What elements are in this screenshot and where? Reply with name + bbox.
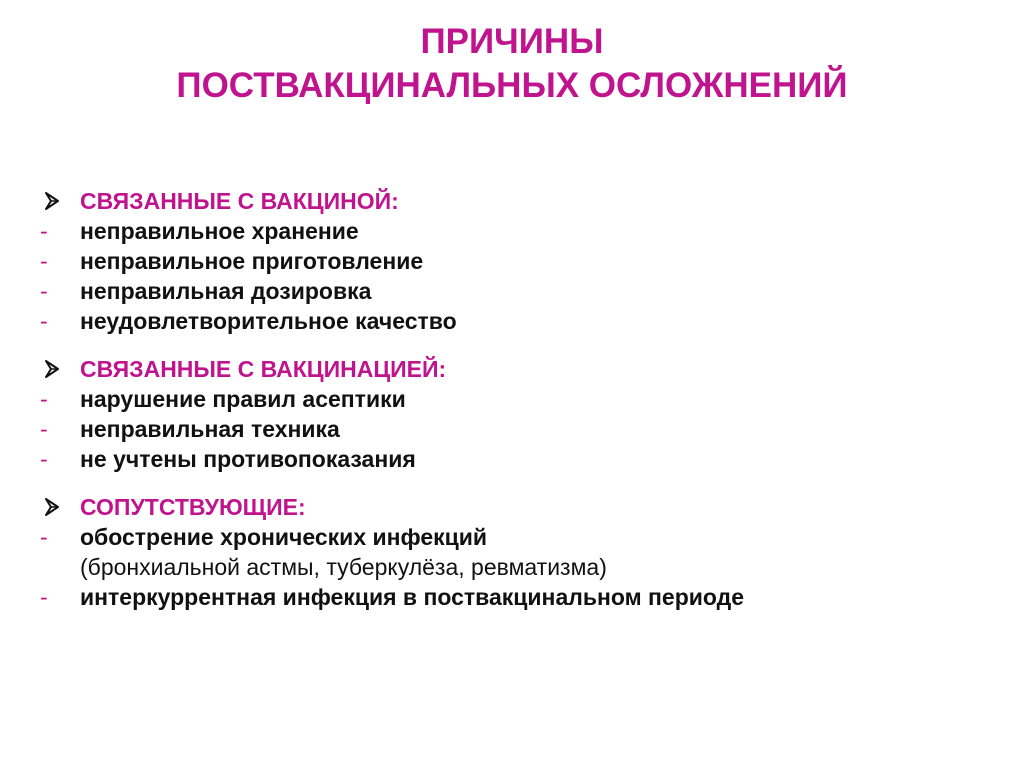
section-concomitant [40, 492, 1000, 612]
list-item-text: неправильное хранение [80, 218, 359, 244]
list-item-text: интеркуррентная инфекция в поствакцинальном периоде [80, 584, 745, 610]
content [40, 186, 1000, 612]
section-heading [40, 186, 1000, 216]
arrow-bullet-icon [42, 354, 68, 384]
section-heading-text: СВЯЗАННЫЕ С ВАКЦИНОЙ: [80, 188, 399, 214]
title-line-1: ПРИЧИНЫ [420, 22, 604, 61]
slide-title [0, 20, 1024, 108]
list-item-text: неправильная дозировка [80, 278, 372, 304]
dash-marker: - [40, 416, 48, 442]
dash-marker: - [40, 278, 48, 304]
section-heading-text: СОПУТСТВУЮЩИЕ: [80, 494, 306, 520]
list-item [40, 582, 1000, 612]
arrow-bullet-icon [42, 492, 68, 522]
list-item [40, 444, 1000, 474]
list-item-text: неудовлетворительное качество [80, 308, 457, 334]
list-item-text: неправильная техника [80, 416, 340, 442]
list-item-note: (бронхиальной астмы, туберкулёза, ревматизма) [80, 554, 607, 580]
dash-marker: - [40, 386, 48, 412]
list-item [40, 414, 1000, 444]
list-item-text: нарушение правил асептики [80, 386, 406, 412]
dash-marker: - [40, 446, 48, 472]
section-vaccine [40, 186, 1000, 336]
section-vaccination [40, 354, 1000, 474]
dash-marker: - [40, 218, 48, 244]
list-item-text: неправильное приготовление [80, 248, 424, 274]
dash-marker: - [40, 308, 48, 334]
section-heading [40, 492, 1000, 522]
section-heading [40, 354, 1000, 384]
dash-marker: - [40, 248, 48, 274]
arrow-bullet-icon [42, 186, 68, 216]
dash-marker: - [40, 584, 48, 610]
list-item-text: обострение хронических инфекций [80, 524, 488, 550]
title-line-2: ПОСТВАКЦИНАЛЬНЫХ ОСЛОЖНЕНИЙ [176, 66, 848, 105]
list-item [40, 384, 1000, 414]
list-item [40, 276, 1000, 306]
list-item [40, 306, 1000, 336]
list-item [40, 522, 1000, 582]
section-heading-text: СВЯЗАННЫЕ С ВАКЦИНАЦИЕЙ: [80, 356, 447, 382]
list-item [40, 216, 1000, 246]
list-item [40, 246, 1000, 276]
list-item-text: не учтены противопоказания [80, 446, 416, 472]
dash-marker: - [40, 524, 48, 550]
